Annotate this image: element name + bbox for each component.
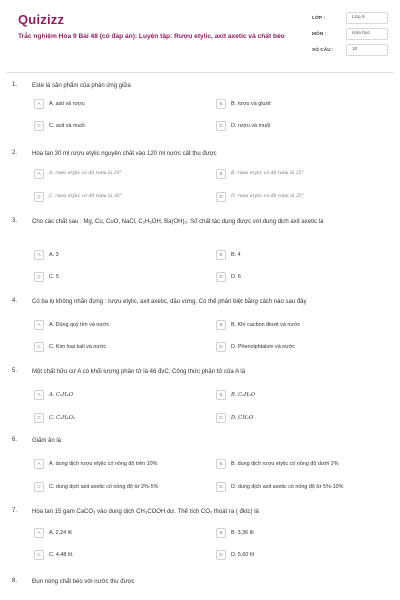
option-letter: C	[34, 272, 44, 282]
option-letter: A	[34, 459, 44, 469]
meta-row-subject	[312, 26, 388, 42]
question-text: Đun nóng chất béo với nước thu được	[32, 579, 135, 585]
option-letter: A	[34, 250, 44, 260]
option-text: D. dung dịch axit axetic có nồng độ từ 5%-10%	[231, 483, 344, 490]
option-b[interactable]	[216, 318, 300, 331]
question-number: 3.	[12, 218, 18, 224]
option-text: D. Phenolphtalein và nước	[231, 343, 296, 350]
question-text: Giấm ăn là	[32, 438, 62, 444]
option-d[interactable]	[216, 411, 253, 424]
option-letter: C	[34, 192, 44, 202]
question-number: 1.	[12, 82, 18, 88]
option-text: D. CH₂O	[231, 414, 254, 421]
option-d[interactable]	[216, 119, 270, 132]
question-text: Một chất hữu cơ A có khối lượng phân tử là 46 đvC. Công thức phân tử của A là	[32, 369, 246, 375]
meta-label: SỐ CÂU :	[312, 47, 334, 53]
option-c[interactable]	[34, 270, 59, 283]
option-text: C. Kim loại kali và nước	[49, 343, 107, 350]
option-letter: C	[34, 121, 44, 131]
option-letter: B	[216, 169, 226, 179]
option-b[interactable]	[216, 167, 304, 180]
question-number: 4.	[12, 298, 18, 304]
option-text: C. rượu etylic có độ rượu là 30°	[49, 194, 122, 199]
option-a[interactable]	[34, 388, 73, 401]
option-text: A. dung dịch rượu etylic có nồng độ trên 10%	[49, 460, 158, 467]
quizizz-logo[interactable]: Quizizz	[18, 12, 65, 27]
option-c[interactable]	[34, 548, 74, 561]
option-d[interactable]	[216, 548, 254, 561]
option-text: A. 2,24 lít	[49, 529, 72, 536]
option-letter: A	[34, 528, 44, 538]
option-b[interactable]	[216, 457, 338, 470]
option-text: C. axit và muối	[49, 122, 85, 129]
option-letter: C	[34, 550, 44, 560]
question-number: 5.	[12, 368, 18, 374]
option-letter: D	[216, 342, 226, 352]
option-a[interactable]	[34, 526, 72, 539]
question-text: Có ba lọ không nhãn đựng : rượu etylic, axit axetic, dầu vừng. Có thể phân biệt bằng cách nào sau đây	[32, 299, 307, 305]
option-c[interactable]	[34, 480, 158, 493]
option-d[interactable]	[216, 340, 295, 353]
option-c[interactable]	[34, 340, 106, 353]
meta-label: MÔN :	[312, 31, 327, 37]
option-letter: A	[34, 169, 44, 179]
question-number: 2.	[12, 150, 18, 156]
option-text: B. Khí cacbon đioxit và nước	[231, 321, 301, 328]
option-letter: D	[216, 482, 226, 492]
option-text: B. 4	[231, 251, 241, 258]
option-letter: C	[34, 342, 44, 352]
question-4	[12, 298, 392, 352]
question-text: Este là sản phẩm của phản ứng giữa	[32, 83, 131, 89]
question-5	[12, 368, 392, 424]
option-letter: D	[216, 413, 226, 423]
meta-row-grade	[312, 10, 388, 26]
worksheet-meta	[312, 10, 388, 58]
option-text: D. 5,60 lít	[231, 551, 255, 558]
question-2	[12, 150, 392, 204]
option-letter: D	[216, 121, 226, 131]
meta-value-count: 10	[346, 44, 388, 56]
option-letter: D	[216, 272, 226, 282]
question-3	[12, 218, 392, 286]
option-b[interactable]	[216, 248, 241, 261]
option-a[interactable]	[34, 248, 59, 261]
option-letter: C	[34, 482, 44, 492]
option-text: D. rượu etylic có độ rượu là 35°	[231, 194, 305, 199]
question-1	[12, 82, 392, 136]
option-letter: B	[216, 99, 226, 109]
meta-row-count	[312, 42, 388, 58]
question-text: Hòa tan 15 gam CaCO₃ vào dung dịch CH₃COOH dư. Thể tích CO₂ thoát ra ( đktc) là	[32, 509, 259, 515]
option-letter: A	[34, 390, 44, 400]
option-text: D. 6	[231, 273, 241, 280]
option-letter: C	[34, 413, 44, 423]
option-b[interactable]	[216, 97, 271, 110]
option-text: D. rượu và muối	[231, 122, 271, 129]
option-text: C. 4,48 lít.	[49, 551, 74, 558]
option-b[interactable]	[216, 526, 254, 539]
question-text: Cho các chất sau : Mg, Cu, CuO, NaCl, C₂H₅OH, Ba(OH)₂. Số chất tác dụng được với dung dịch axit axetic là	[32, 219, 324, 225]
option-letter: D	[216, 192, 226, 202]
option-a[interactable]	[34, 318, 109, 331]
question-text: Hòa tan 30 ml rượu etylic nguyên chất vào 120 ml nước cất thu được	[32, 151, 217, 157]
option-text: A. axit và rượu	[49, 100, 85, 107]
option-text: A. 3	[49, 251, 59, 258]
option-text: A. C₂H₄O	[49, 391, 73, 398]
option-b[interactable]	[216, 388, 255, 401]
option-text: A. rượu etylic có độ rượu là 20°	[49, 171, 122, 176]
option-text: B. 3,36 lít	[231, 529, 254, 536]
question-number: 8.	[12, 578, 18, 584]
question-8	[12, 578, 392, 592]
option-text: C. 5	[49, 273, 59, 280]
option-d[interactable]	[216, 190, 304, 203]
option-letter: B	[216, 459, 226, 469]
option-letter: A	[34, 99, 44, 109]
worksheet-header	[0, 0, 400, 64]
option-text: B. C₂H₆O	[231, 391, 256, 398]
option-d[interactable]	[216, 270, 241, 283]
option-letter: B	[216, 390, 226, 400]
option-letter: A	[34, 320, 44, 330]
option-a[interactable]	[34, 167, 122, 180]
option-text: B. rượu etylic có độ rượu là 25°	[231, 171, 304, 176]
option-letter: D	[216, 550, 226, 560]
page-title: Trắc nghiệm Hóa 9 Bài 48 (có đáp án): Luyện tập: Rượu etylic, axit axetic và chất béo	[18, 33, 285, 40]
option-text: C. dung dịch axit axetic có nồng độ từ 2%-5%	[49, 483, 159, 490]
option-text: C. C₂H₄O₂	[49, 414, 76, 421]
option-a[interactable]	[34, 457, 157, 470]
option-c[interactable]	[34, 190, 122, 203]
option-text: B. rượu và gluxit	[231, 100, 271, 107]
option-letter: B	[216, 528, 226, 538]
meta-label: LỚP :	[312, 15, 326, 21]
question-6	[12, 437, 392, 493]
option-d[interactable]	[216, 480, 343, 493]
question-7	[12, 508, 392, 564]
option-c[interactable]	[34, 119, 85, 132]
option-c[interactable]	[34, 411, 75, 424]
header-divider	[6, 72, 394, 73]
option-text: A. Dùng quỳ tím và nước	[49, 321, 110, 328]
option-a[interactable]	[34, 97, 85, 110]
meta-value-subject: Hóa học	[346, 28, 388, 40]
meta-value-grade: Lớp 9	[346, 12, 388, 24]
question-number: 7.	[12, 508, 18, 514]
option-letter: B	[216, 250, 226, 260]
question-number: 6.	[12, 437, 18, 443]
option-text: B. dung dịch rượu etylic có nồng độ dưới 2%	[231, 460, 339, 467]
option-letter: B	[216, 320, 226, 330]
